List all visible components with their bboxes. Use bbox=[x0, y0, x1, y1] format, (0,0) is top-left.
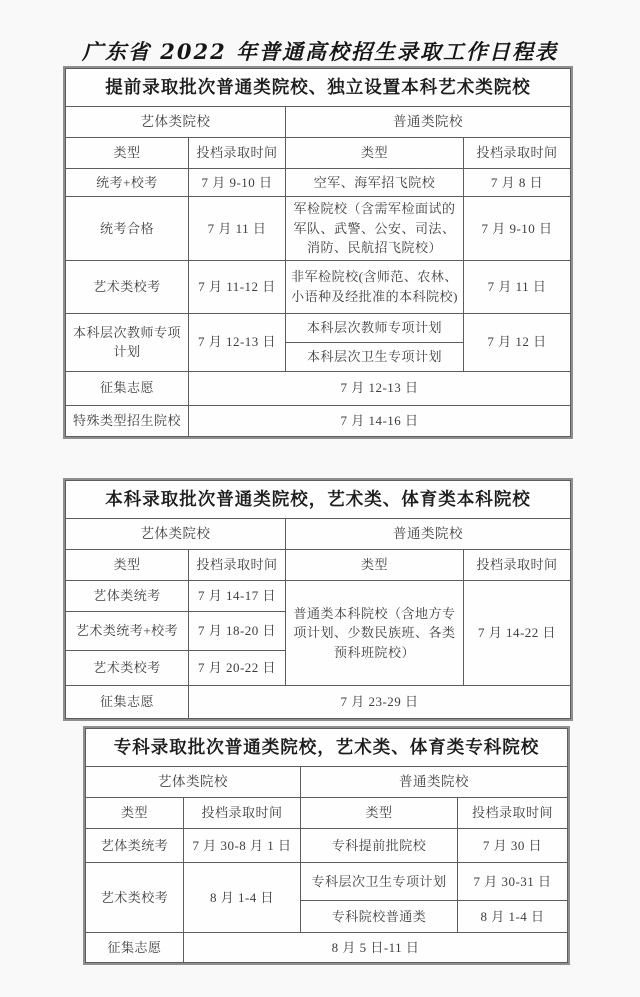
cell-type: 专科院校普通类 bbox=[301, 901, 458, 933]
cell-time: 7 月 18-20 日 bbox=[189, 612, 286, 651]
cell-time: 7 月 11 日 bbox=[464, 260, 571, 313]
table-row bbox=[86, 798, 568, 829]
cell-time: 7 月 30-31 日 bbox=[458, 863, 568, 901]
cell-type: 征集志愿 bbox=[86, 933, 184, 963]
group-header-left: 艺体类院校 bbox=[66, 519, 286, 550]
cell-time: 7 月 12-13 日 bbox=[189, 313, 286, 371]
cell-time: 7 月 11 日 bbox=[189, 197, 286, 261]
cell-type: 艺术类校考 bbox=[86, 863, 184, 933]
cell-time: 7 月 23-29 日 bbox=[189, 686, 571, 719]
cell-time: 7 月 12-13 日 bbox=[189, 371, 571, 405]
table-row bbox=[66, 197, 571, 261]
column-header-time: 投档录取时间 bbox=[189, 550, 286, 581]
table-row bbox=[66, 169, 571, 197]
group-header-left: 艺体类院校 bbox=[66, 107, 286, 138]
cell-type: 本科层次教师专项计划 bbox=[286, 313, 464, 342]
column-header-time: 投档录取时间 bbox=[458, 798, 568, 829]
cell-time: 7 月 8 日 bbox=[464, 169, 571, 197]
table-row bbox=[66, 138, 571, 169]
table-row bbox=[66, 405, 571, 436]
cell-type: 本科层次教师专项计划 bbox=[66, 313, 189, 371]
cell-time: 8 月 5 日-11 日 bbox=[184, 933, 568, 963]
cell-type: 艺术类校考 bbox=[66, 260, 189, 313]
cell-type: 统考合格 bbox=[66, 197, 189, 261]
cell-time: 7 月 9-10 日 bbox=[189, 169, 286, 197]
cell-type: 本科层次卫生专项计划 bbox=[286, 342, 464, 371]
table-undergraduate-admission-batch bbox=[65, 480, 571, 719]
cell-type: 专科提前批院校 bbox=[301, 829, 458, 863]
column-header-type: 类型 bbox=[66, 550, 189, 581]
table-row bbox=[66, 313, 571, 342]
cell-time: 7 月 14-22 日 bbox=[464, 581, 571, 686]
cell-type: 普通类本科院校（含地方专项计划、少数民族班、各类预科班院校） bbox=[286, 581, 464, 686]
cell-time: 7 月 20-22 日 bbox=[189, 651, 286, 686]
cell-type: 非军检院校(含师范、农林、小语种及经批准的本科院校) bbox=[286, 260, 464, 313]
cell-time: 8 月 1-4 日 bbox=[458, 901, 568, 933]
cell-time: 7 月 12 日 bbox=[464, 313, 571, 371]
table-row bbox=[66, 371, 571, 405]
column-header-time: 投档录取时间 bbox=[184, 798, 301, 829]
table-row bbox=[66, 107, 571, 138]
column-header-time: 投档录取时间 bbox=[464, 550, 571, 581]
cell-type: 专科层次卫生专项计划 bbox=[301, 863, 458, 901]
page-title: 广东省 2022 年普通高校招生录取工作日程表 bbox=[81, 39, 559, 64]
cell-time: 7 月 11-12 日 bbox=[189, 260, 286, 313]
table-row bbox=[66, 686, 571, 719]
cell-time: 7 月 14-16 日 bbox=[189, 405, 571, 436]
cell-type: 军检院校（含需军检面试的军队、武警、公安、司法、消防、民航招飞院校） bbox=[286, 197, 464, 261]
cell-type: 特殊类型招生院校 bbox=[66, 405, 189, 436]
cell-type: 征集志愿 bbox=[66, 371, 189, 405]
cell-time: 7 月 9-10 日 bbox=[464, 197, 571, 261]
column-header-type: 类型 bbox=[286, 138, 464, 169]
column-header-type: 类型 bbox=[86, 798, 184, 829]
table-row bbox=[66, 69, 571, 107]
group-header-right: 普通类院校 bbox=[286, 519, 571, 550]
table-row bbox=[66, 581, 571, 612]
table-row bbox=[66, 260, 571, 313]
table-row bbox=[66, 481, 571, 519]
cell-type: 征集志愿 bbox=[66, 686, 189, 719]
column-header-type: 类型 bbox=[66, 138, 189, 169]
table-row bbox=[86, 933, 568, 963]
table-row bbox=[86, 829, 568, 863]
column-header-type: 类型 bbox=[301, 798, 458, 829]
section-title: 本科录取批次普通类院校，艺术类、体育类本科院校 bbox=[66, 481, 571, 519]
table-early-admission-batch bbox=[65, 68, 571, 437]
group-header-right: 普通类院校 bbox=[301, 767, 568, 798]
table-row bbox=[66, 519, 571, 550]
cell-type: 艺体类统考 bbox=[86, 829, 184, 863]
cell-time: 7 月 30-8 月 1 日 bbox=[184, 829, 301, 863]
cell-time: 7 月 14-17 日 bbox=[189, 581, 286, 612]
column-header-time: 投档录取时间 bbox=[464, 138, 571, 169]
table-row bbox=[86, 729, 568, 767]
group-header-right: 普通类院校 bbox=[286, 107, 571, 138]
column-header-time: 投档录取时间 bbox=[189, 138, 286, 169]
table-college-admission-batch bbox=[85, 728, 568, 963]
cell-type: 艺术类校考 bbox=[66, 651, 189, 686]
cell-type: 艺体类统考 bbox=[66, 581, 189, 612]
table-row bbox=[86, 767, 568, 798]
cell-type: 艺术类统考+校考 bbox=[66, 612, 189, 651]
section-title: 提前录取批次普通类院校、独立设置本科艺术类院校 bbox=[66, 69, 571, 107]
cell-time: 8 月 1-4 日 bbox=[184, 863, 301, 933]
table-row bbox=[66, 550, 571, 581]
table-row bbox=[86, 863, 568, 901]
group-header-left: 艺体类院校 bbox=[86, 767, 301, 798]
section-title: 专科录取批次普通类院校，艺术类、体育类专科院校 bbox=[86, 729, 568, 767]
cell-type: 统考+校考 bbox=[66, 169, 189, 197]
cell-type: 空军、海军招飞院校 bbox=[286, 169, 464, 197]
cell-time: 7 月 30 日 bbox=[458, 829, 568, 863]
column-header-type: 类型 bbox=[286, 550, 464, 581]
